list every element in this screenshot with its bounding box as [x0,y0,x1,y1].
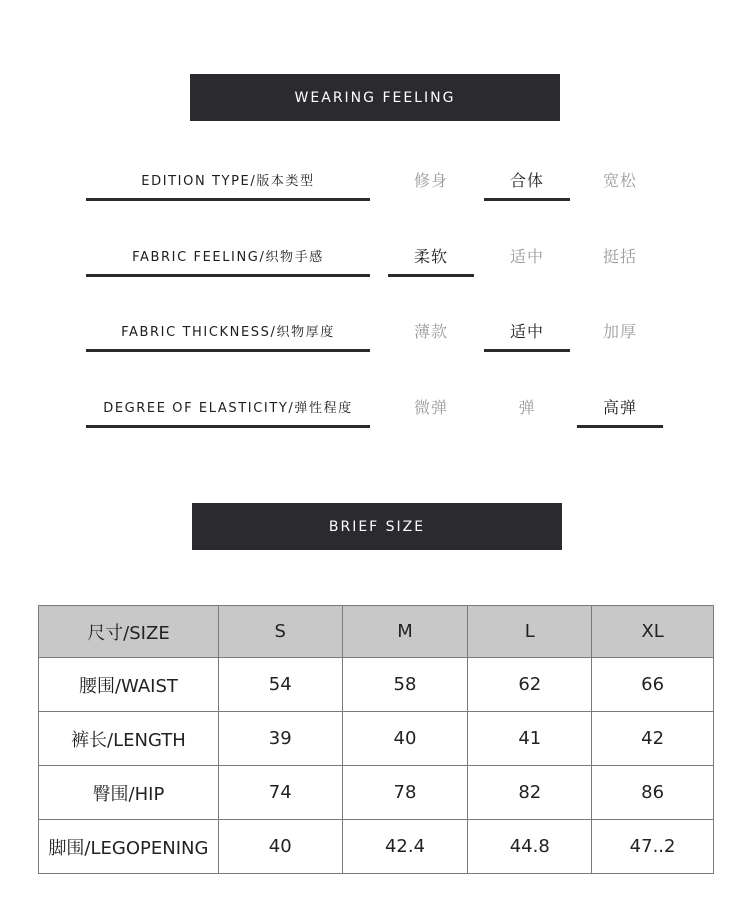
table-header-cell: 尺寸/SIZE [39,606,219,658]
size-table [38,605,714,874]
table-cell: 39 [218,712,342,766]
feel-option: 适中 [509,246,544,266]
feel-option: 宽松 [602,170,637,190]
table-cell: 86 [592,766,714,820]
table-cell: 74 [218,766,342,820]
feel-option-selected: 高弹 [577,387,663,428]
feel-option: 微弹 [413,397,448,417]
table-cell: 62 [468,658,592,712]
feel-label: EDITION TYPE/版本类型 [86,160,370,201]
feel-row-fabric-feeling [86,236,670,276]
table-cell: 40 [342,712,468,766]
feel-option: 挺括 [602,246,637,266]
table-row [39,766,714,820]
feel-row-elasticity [86,387,670,427]
table-cell: 42.4 [342,820,468,874]
table-row [39,820,714,874]
feel-label: FABRIC FEELING/织物手感 [86,236,370,277]
table-cell: 58 [342,658,468,712]
feel-row-fabric-thickness [86,311,670,351]
table-row [39,658,714,712]
feel-option: 加厚 [602,321,637,341]
table-cell: 41 [468,712,592,766]
feel-option: 弹 [518,397,536,417]
table-cell: 54 [218,658,342,712]
brief-size-title: BRIEF SIZE [328,518,426,535]
feel-label: FABRIC THICKNESS/织物厚度 [86,311,370,352]
table-header-cell: L [468,606,592,658]
brief-size-banner [192,503,562,550]
table-cell: 腰围/WAIST [39,658,219,712]
table-cell: 66 [592,658,714,712]
feel-row-edition-type [86,160,670,200]
table-cell: 脚围/LEGOPENING [39,820,219,874]
feel-option-selected: 柔软 [388,236,474,277]
wearing-feeling-title: WEARING FEELING [294,89,456,106]
table-cell: 42 [592,712,714,766]
feel-label: DEGREE OF ELASTICITY/弹性程度 [86,387,370,428]
feel-option: 修身 [413,170,448,190]
table-header-cell: XL [592,606,714,658]
table-cell: 47..2 [592,820,714,874]
table-cell: 臀围/HIP [39,766,219,820]
feel-option-selected: 适中 [484,311,570,352]
table-row [39,712,714,766]
wearing-feeling-banner [190,74,560,121]
table-cell: 82 [468,766,592,820]
table-header-cell: S [218,606,342,658]
feel-option: 薄款 [413,321,448,341]
table-cell: 40 [218,820,342,874]
table-header-cell: M [342,606,468,658]
table-cell: 裤长/LENGTH [39,712,219,766]
table-header-row [39,606,714,658]
feel-option-selected: 合体 [484,160,570,201]
table-cell: 78 [342,766,468,820]
table-cell: 44.8 [468,820,592,874]
